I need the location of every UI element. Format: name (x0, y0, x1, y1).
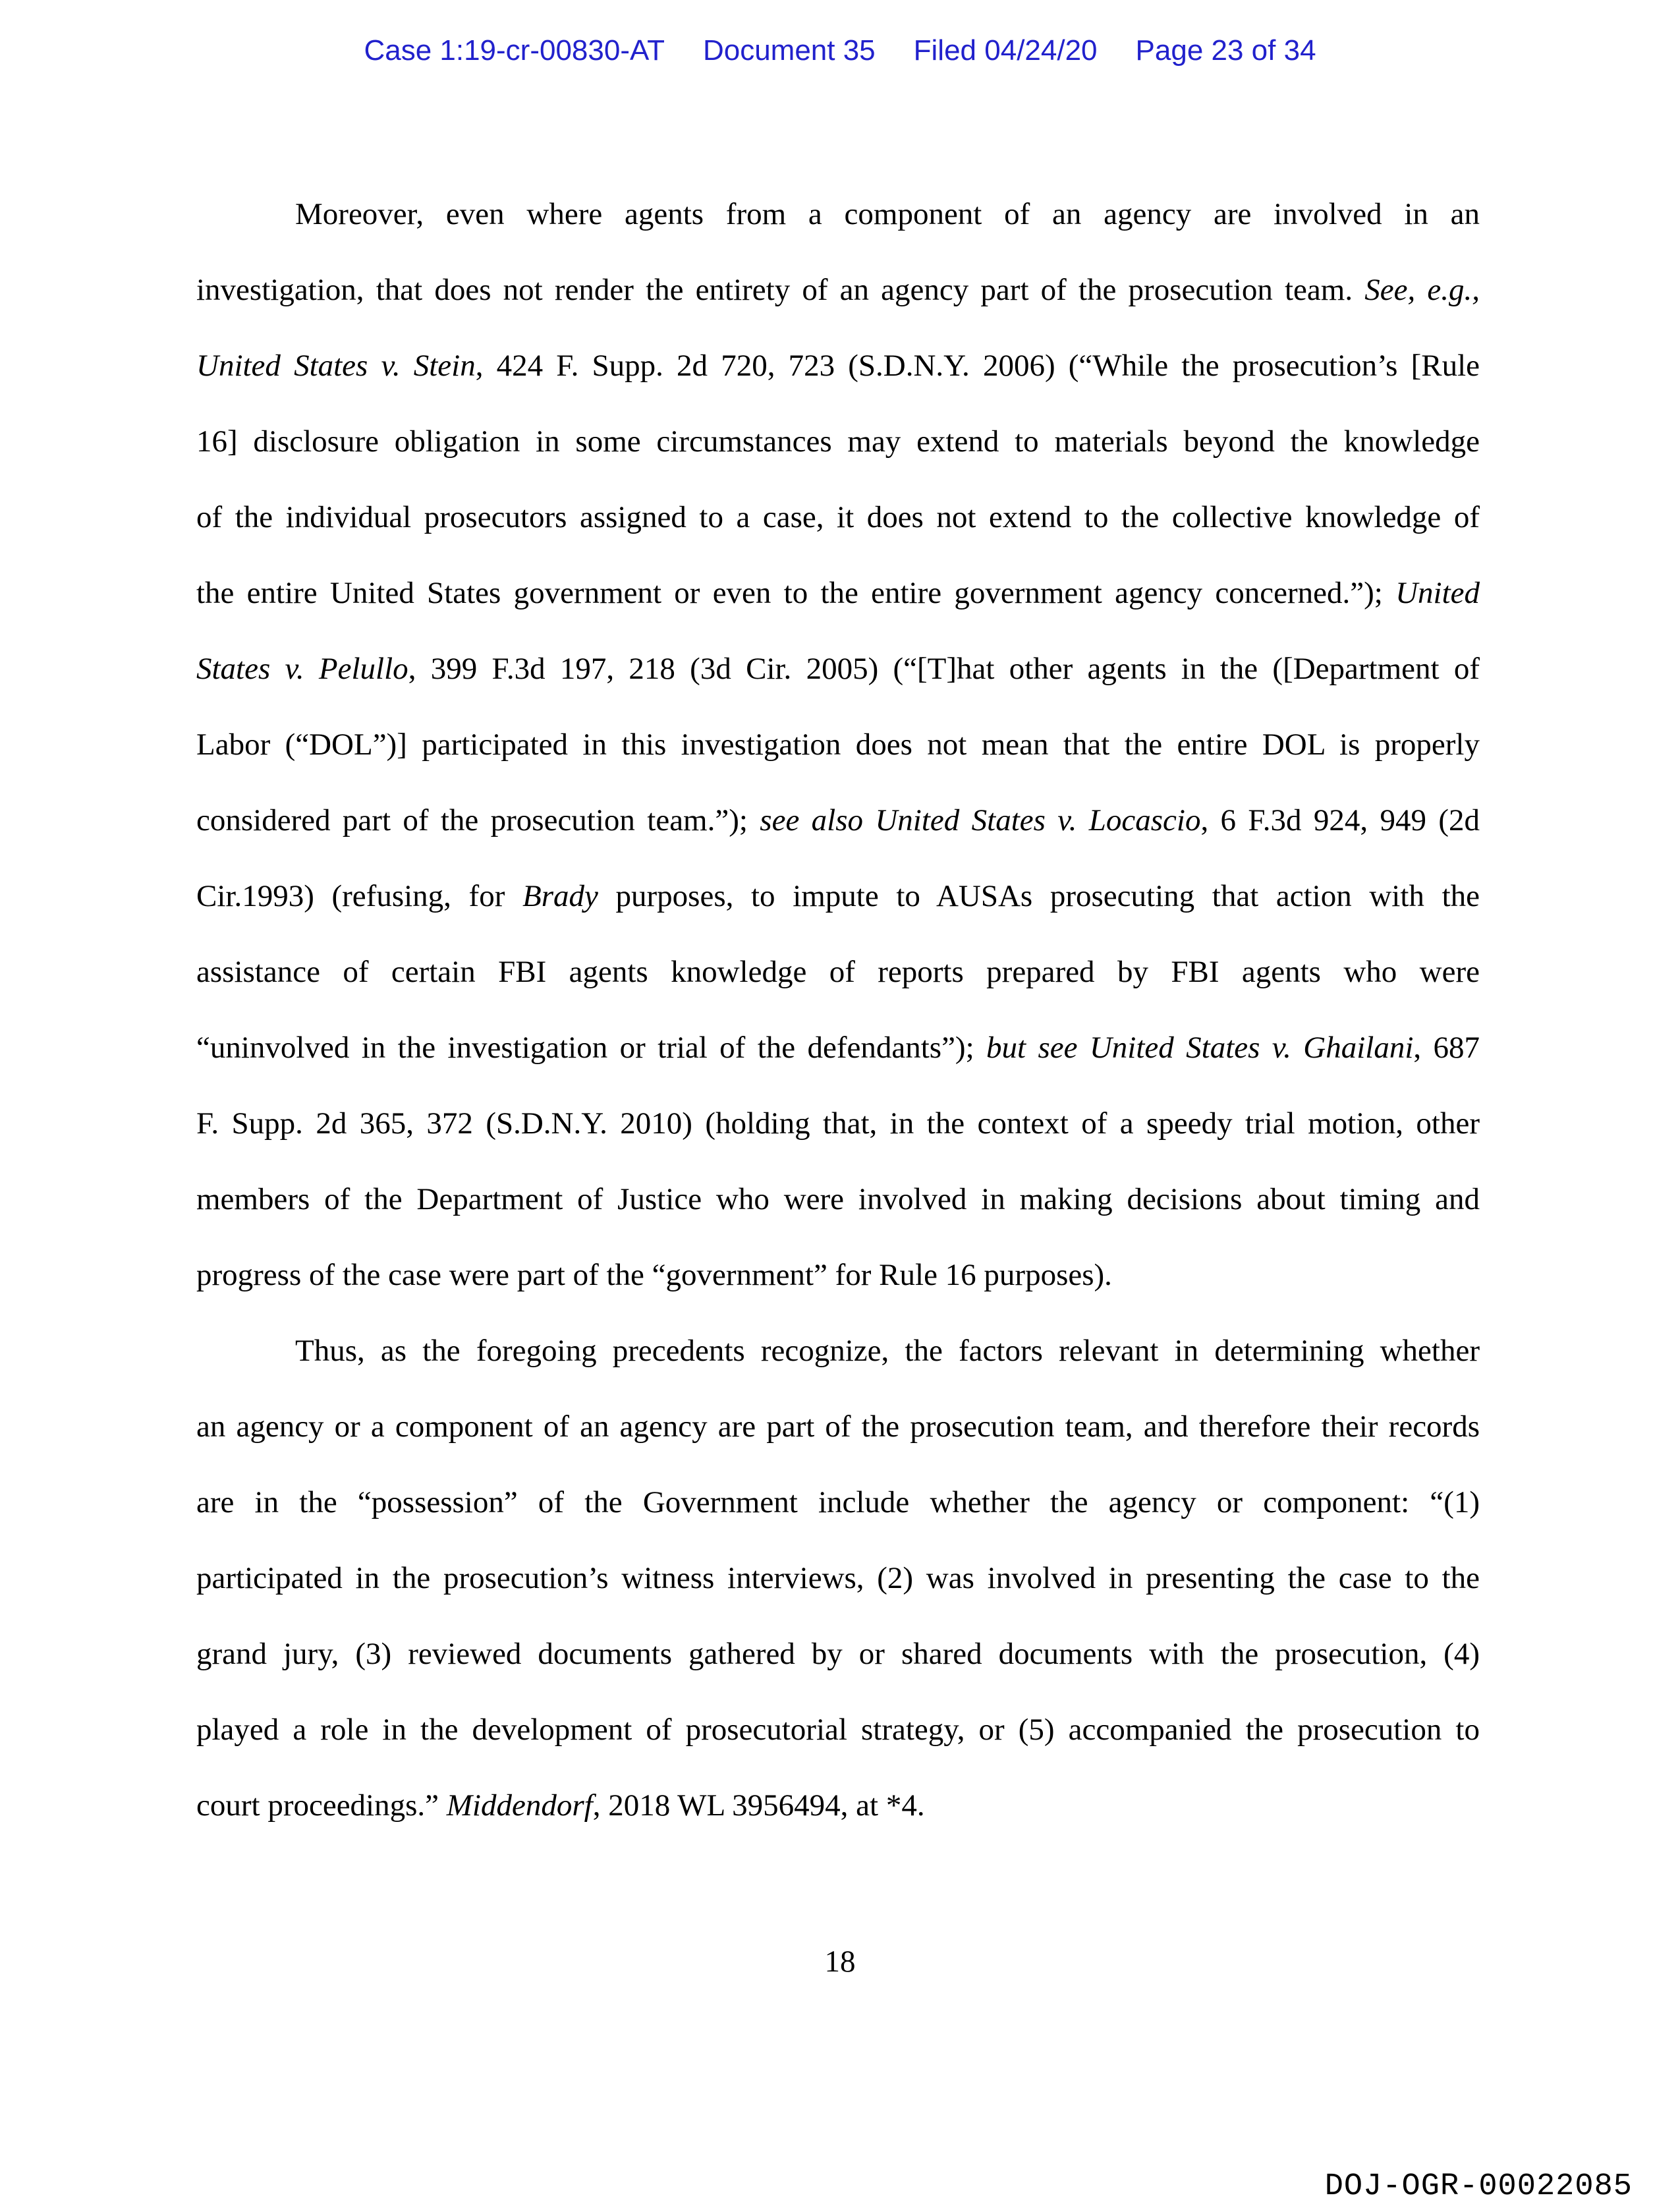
text-line (196, 328, 1480, 404)
body-text-segment: , 399 F.3d 197, 218 (3d Cir. 2005) (“[T]hat other agents in the ([Department of (408, 652, 1480, 686)
body-text-segment: Thus, as the foregoing precedents recognize, the factors relevant in determining whether (295, 1334, 1480, 1368)
header-document-number: Document 35 (702, 34, 876, 67)
case-header (0, 34, 1680, 67)
header-filed-date: Filed 04/24/20 (913, 34, 1098, 67)
citation-italic: See, e.g., (1364, 273, 1480, 307)
body-text-segment: participated in the prosecution’s witness interviews, (2) was involved in presenting the case to the (196, 1561, 1480, 1595)
body-text-segment: investigation, that does not render the entirety of an agency part of the prosecution team. (196, 273, 1365, 307)
text-line (196, 1465, 1480, 1541)
body-text-segment: , 6 F.3d 924, 949 (2d (1200, 803, 1480, 837)
body-text-segment: Moreover, even where agents from a component of an agency are involved in an (295, 197, 1480, 231)
body-text-segment: assistance of certain FBI agents knowledge of reports prepared by FBI agents who were (196, 955, 1480, 989)
header-case-number: Case 1:19-cr-00830-AT (364, 34, 665, 67)
text-line (196, 707, 1480, 783)
bates-number: DOJ-OGR-00022085 (1324, 2169, 1633, 2204)
text-line (196, 1616, 1480, 1692)
text-line (196, 404, 1480, 480)
text-line (196, 252, 1480, 328)
text-line (196, 1692, 1480, 1768)
text-line (196, 934, 1480, 1010)
body-text-segment: F. Supp. 2d 365, 372 (S.D.N.Y. 2010) (holding that, in the context of a speedy trial motion, other (196, 1106, 1480, 1141)
body-text-segment: purposes, to impute to AUSAs prosecuting that action with the (598, 879, 1480, 913)
body-text-segment: , 2018 WL 3956494, at *4. (592, 1788, 925, 1823)
body-text-segment: grand jury, (3) reviewed documents gathered by or shared documents with the prosecution, (4) (196, 1637, 1480, 1671)
body-text-segment: , 424 F. Supp. 2d 720, 723 (S.D.N.Y. 2006) (“While the prosecution’s [Rule (475, 349, 1480, 383)
text-line (196, 1237, 1480, 1313)
text-line (196, 1541, 1480, 1616)
body-text-segment: of the individual prosecutors assigned to a case, it does not extend to the collective knowledge of (196, 500, 1480, 534)
text-line (196, 555, 1480, 631)
citation-italic: but see United States v. Ghailani (986, 1031, 1414, 1065)
body-text-segment: members of the Department of Justice who were involved in making decisions about timing and (196, 1182, 1480, 1216)
citation-italic: Brady (522, 879, 598, 913)
body-text-segment: played a role in the development of prosecutorial strategy, or (5) accompanied the prosecution to (196, 1713, 1480, 1747)
text-line (196, 1010, 1480, 1086)
text-line (196, 1313, 1480, 1389)
body-text-segment: progress of the case were part of the “government” for Rule 16 purposes). (196, 1258, 1112, 1292)
text-line (196, 177, 1480, 252)
text-line (196, 1086, 1480, 1162)
body-text-segment: the entire United States government or even to the entire government agency concerned.”); (196, 576, 1396, 610)
text-line (196, 631, 1480, 707)
page-number: 18 (824, 1944, 856, 1979)
body-text-segment: , 687 (1413, 1031, 1480, 1065)
text-line (196, 1162, 1480, 1237)
citation-italic: Middendorf (446, 1788, 593, 1823)
body-text-segment: Cir.1993) (refusing, for (196, 879, 522, 913)
text-line (196, 1389, 1480, 1465)
text-line (196, 783, 1480, 859)
body-text-segment: Labor (“DOL”)] participated in this investigation does not mean that the entire DOL is properly (196, 727, 1480, 762)
text-line (196, 1768, 1480, 1844)
document-body (196, 177, 1480, 1844)
citation-italic: United (1395, 576, 1480, 610)
citation-italic: States v. Pelullo (196, 652, 408, 686)
citation-italic: see also United States v. Locascio (760, 803, 1201, 837)
body-text-segment: considered part of the prosecution team.”); (196, 803, 760, 837)
body-text-segment: are in the “possession” of the Government include whether the agency or component: “(1) (196, 1485, 1480, 1519)
body-text-segment: 16] disclosure obligation in some circumstances may extend to materials beyond the knowledge (196, 424, 1480, 459)
text-line (196, 480, 1480, 555)
body-text-segment: “uninvolved in the investigation or trial of the defendants”); (196, 1031, 987, 1065)
text-line (196, 859, 1480, 934)
body-text-segment: an agency or a component of an agency are part of the prosecution team, and therefore their records (196, 1409, 1480, 1444)
header-page-indicator: Page 23 of 34 (1135, 34, 1316, 67)
body-text-segment: court proceedings.” (196, 1788, 447, 1823)
citation-italic: United States v. Stein (196, 349, 476, 383)
